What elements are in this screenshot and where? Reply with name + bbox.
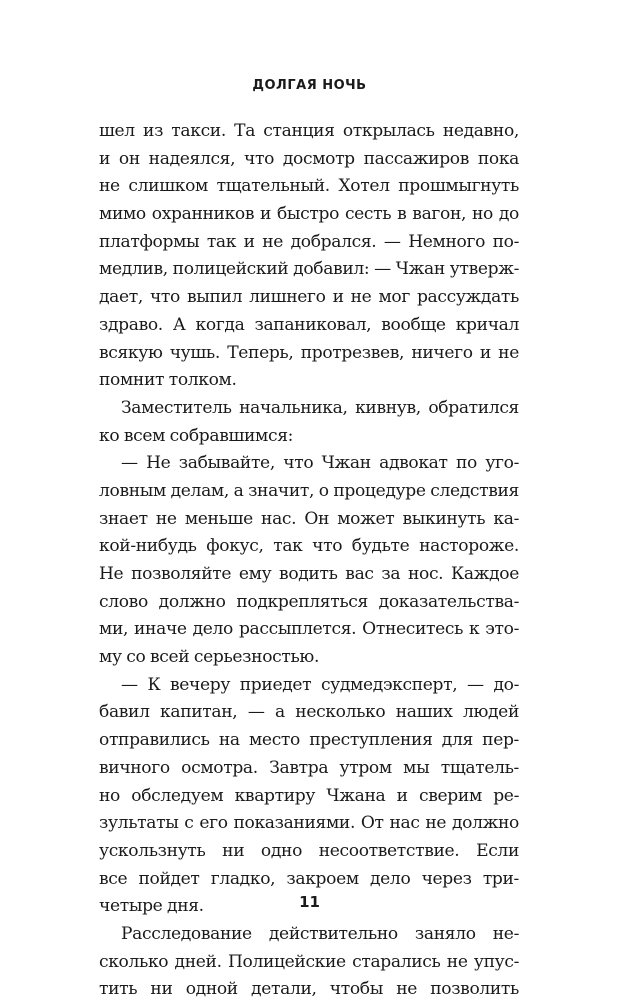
text-line: мимо охранников и быстро сесть в вагон, но до [99, 204, 519, 225]
text-line: Заместитель начальника, кивнув, обратился [121, 397, 519, 418]
text-line: все пойдет гладко, закроем дело через три- [99, 868, 519, 889]
text-line: слово должно подкрепляться доказательства- [99, 591, 519, 612]
body-text [99, 118, 519, 1004]
text-line: здраво. А когда запаниковал, вообще кричал [99, 314, 519, 335]
text-line: четыре дня. [99, 896, 204, 917]
text-line: вичного осмотра. Завтра утром мы тщатель- [99, 757, 519, 778]
text-line: помнит толком. [99, 370, 237, 391]
text-line: кой-нибудь фокус, так что будьте настороже. [99, 536, 519, 557]
text-line: бавил капитан, — а несколько наших людей [99, 702, 519, 723]
text-line: — К вечеру приедет судмедэксперт, — до- [121, 674, 519, 695]
text-line: тить ни одной детали, чтобы не позволить [99, 979, 519, 1000]
text-line: му со всей серьезностью. [99, 647, 320, 668]
text-line: платформы так и не добрался. — Немного по- [99, 231, 519, 252]
text-line: и он надеялся, что досмотр пассажиров пока [99, 148, 519, 169]
text-line: но обследуем квартиру Чжана и сверим ре- [99, 785, 519, 806]
text-line: медлив, полицейский добавил: — Чжан утверж- [99, 259, 519, 280]
text-line: дает, что выпил лишнего и не мог рассуждать [99, 287, 519, 308]
text-line: ми, иначе дело рассыплется. Отнеситесь к это- [99, 619, 519, 640]
text-line: знает не меньше нас. Он может выкинуть ка- [99, 508, 519, 529]
text-line: ловным делам, а значит, о процедуре следствия [99, 480, 519, 501]
page-number: 11 [299, 893, 320, 911]
text-line: отправились на место преступления для пер- [99, 730, 519, 751]
text-line: Расследование действительно заняло не- [121, 923, 519, 944]
text-line: ко всем собравшимся: [99, 425, 294, 446]
text-line: ускользнуть ни одно несоответствие. Если [99, 840, 519, 861]
text-line: всякую чушь. Теперь, протрезвев, ничего и не [99, 342, 519, 363]
text-line: шел из такси. Та станция открылась недавно, [99, 121, 519, 141]
text-line: сколько дней. Полицейские старались не упус- [99, 951, 519, 972]
text-line: не слишком тщательный. Хотел прошмыгнуть [99, 176, 519, 197]
running-title: ДОЛГАЯ НОЧЬ [252, 78, 367, 93]
text-line: Не позволяйте ему водить вас за нос. Каждое [99, 564, 519, 584]
text-line: зультаты с его показаниями. От нас не должно [99, 813, 519, 834]
text-line: — Не забывайте, что Чжан адвокат по уго- [121, 453, 519, 474]
